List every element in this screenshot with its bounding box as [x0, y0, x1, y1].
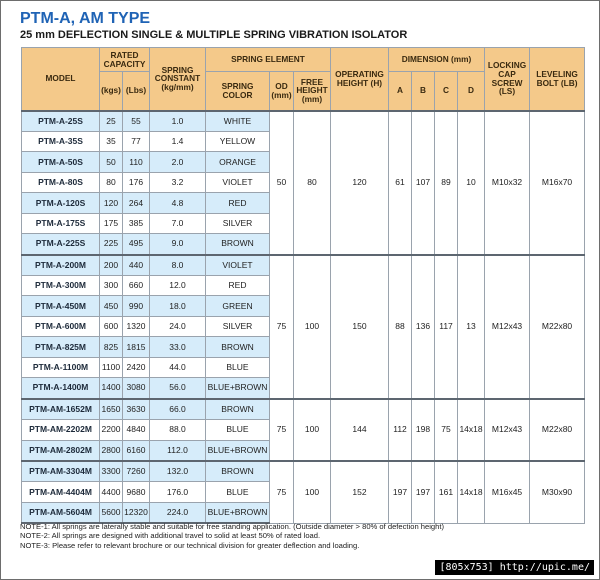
locking-cap-screw-cell: M16x45 [485, 461, 530, 523]
model-cell: PTM-A-450M [22, 296, 100, 316]
header-kgs: (kgs) [100, 72, 123, 111]
model-cell: PTM-A-25S [22, 111, 100, 132]
capacity-lbs-cell: 7260 [123, 461, 150, 482]
spring-constant-cell: 8.0 [150, 255, 206, 276]
spring-constant-cell: 56.0 [150, 378, 206, 399]
capacity-lbs-cell: 3080 [123, 378, 150, 399]
locking-cap-screw-cell: M12x43 [485, 255, 530, 399]
model-cell: PTM-A-80S [22, 172, 100, 192]
dim-b-cell: 198 [412, 399, 435, 461]
row-group [22, 111, 585, 255]
spring-color-cell: BLUE+BROWN [206, 440, 270, 461]
dim-b-cell: 136 [412, 255, 435, 399]
spring-color-cell: BLUE [206, 357, 270, 377]
model-cell: PTM-AM-2802M [22, 440, 100, 461]
note-1: NOTE-1: All springs are laterally stable and suitable for free standing application. (Outside diameter > 80% of defection height) [20, 522, 445, 531]
notes [20, 522, 580, 550]
spring-color-cell: VIOLET [206, 255, 270, 276]
operating-height-cell: 120 [331, 111, 389, 255]
header-free-height: FREE HEIGHT (mm) [294, 72, 331, 111]
leveling-bolt-cell: M30x90 [530, 461, 585, 523]
capacity-kgs-cell: 300 [100, 276, 123, 296]
spring-color-cell: WHITE [206, 111, 270, 132]
header-operating-height: OPERATING HEIGHT (H) [331, 48, 389, 111]
capacity-kgs-cell: 450 [100, 296, 123, 316]
watermark: [805x753] http://upic.me/ [435, 560, 594, 575]
capacity-lbs-cell: 1320 [123, 316, 150, 336]
capacity-kgs-cell: 5600 [100, 502, 123, 523]
spring-color-cell: VIOLET [206, 172, 270, 192]
dim-a-cell: 61 [389, 111, 412, 255]
model-cell: PTM-AM-2202M [22, 420, 100, 440]
spring-color-cell: GREEN [206, 296, 270, 316]
header-dimension: DIMENSION (mm) [389, 48, 485, 72]
spring-color-cell: BROWN [206, 337, 270, 357]
capacity-kgs-cell: 35 [100, 131, 123, 151]
header-od: OD (mm) [270, 72, 294, 111]
model-cell: PTM-A-1100M [22, 357, 100, 377]
header-dim-a: A [389, 72, 412, 111]
capacity-kgs-cell: 200 [100, 255, 123, 276]
header-rated-capacity: RATED CAPACITY [100, 48, 150, 72]
table-row [22, 111, 585, 132]
spring-constant-cell: 224.0 [150, 502, 206, 523]
spring-constant-cell: 12.0 [150, 276, 206, 296]
spring-constant-cell: 33.0 [150, 337, 206, 357]
spring-constant-cell: 7.0 [150, 213, 206, 233]
spring-constant-cell: 1.0 [150, 111, 206, 132]
note-2: NOTE-2: All springs are designed with additional travel to solid at least 50% of rated load. [20, 531, 321, 541]
capacity-lbs-cell: 440 [123, 255, 150, 276]
capacity-lbs-cell: 2420 [123, 357, 150, 377]
spring-constant-cell: 24.0 [150, 316, 206, 336]
spring-constant-cell: 176.0 [150, 482, 206, 502]
model-cell: PTM-AM-5604M [22, 502, 100, 523]
header-locking-cap-screw: LOCKING CAP SCREW (LS) [485, 48, 530, 111]
spring-constant-cell: 4.8 [150, 193, 206, 213]
model-cell: PTM-A-600M [22, 316, 100, 336]
capacity-lbs-cell: 12320 [123, 502, 150, 523]
spring-constant-cell: 3.2 [150, 172, 206, 192]
spring-constant-cell: 9.0 [150, 234, 206, 255]
model-cell: PTM-A-1400M [22, 378, 100, 399]
dim-c-cell: 89 [435, 111, 458, 255]
spring-color-cell: BLUE [206, 420, 270, 440]
capacity-lbs-cell: 110 [123, 152, 150, 172]
dim-c-cell: 161 [435, 461, 458, 523]
dim-d-cell: 14x18 [458, 461, 485, 523]
model-cell: PTM-AM-4404M [22, 482, 100, 502]
od-cell: 75 [270, 461, 294, 523]
dim-b-cell: 107 [412, 111, 435, 255]
capacity-kgs-cell: 2200 [100, 420, 123, 440]
free-height-cell: 100 [294, 399, 331, 461]
capacity-kgs-cell: 120 [100, 193, 123, 213]
dim-b-cell: 197 [412, 461, 435, 523]
capacity-lbs-cell: 3630 [123, 399, 150, 420]
free-height-cell: 100 [294, 255, 331, 399]
capacity-lbs-cell: 990 [123, 296, 150, 316]
header-lbs: (Lbs) [123, 72, 150, 111]
free-height-cell: 100 [294, 461, 331, 523]
spring-constant-cell: 112.0 [150, 440, 206, 461]
capacity-kgs-cell: 25 [100, 111, 123, 132]
capacity-kgs-cell: 80 [100, 172, 123, 192]
capacity-kgs-cell: 4400 [100, 482, 123, 502]
spring-color-cell: YELLOW [206, 131, 270, 151]
model-cell: PTM-AM-3304M [22, 461, 100, 482]
spring-color-cell: SILVER [206, 316, 270, 336]
od-cell: 75 [270, 399, 294, 461]
capacity-lbs-cell: 77 [123, 131, 150, 151]
model-cell: PTM-A-200M [22, 255, 100, 276]
table-row [22, 399, 585, 420]
dim-d-cell: 13 [458, 255, 485, 399]
spring-constant-cell: 2.0 [150, 152, 206, 172]
capacity-lbs-cell: 9680 [123, 482, 150, 502]
table-row [22, 255, 585, 276]
row-group [22, 399, 585, 461]
spring-color-cell: BLUE [206, 482, 270, 502]
note-3: NOTE-3: Please refer to relevant brochure or our technical division for greater deflection and loading. [20, 540, 360, 550]
header-spring-element: SPRING ELEMENT [206, 48, 331, 72]
spring-color-cell: SILVER [206, 213, 270, 233]
header-leveling-bolt: LEVELING BOLT (LB) [530, 48, 585, 111]
model-cell: PTM-A-35S [22, 131, 100, 151]
capacity-lbs-cell: 660 [123, 276, 150, 296]
capacity-kgs-cell: 175 [100, 213, 123, 233]
dim-a-cell: 112 [389, 399, 412, 461]
header-dim-b: B [412, 72, 435, 111]
operating-height-cell: 152 [331, 461, 389, 523]
capacity-lbs-cell: 55 [123, 111, 150, 132]
spring-color-cell: BLUE+BROWN [206, 502, 270, 523]
spring-color-cell: BROWN [206, 234, 270, 255]
free-height-cell: 80 [294, 111, 331, 255]
model-cell: PTM-AM-1652M [22, 399, 100, 420]
capacity-lbs-cell: 4840 [123, 420, 150, 440]
leveling-bolt-cell: M22x80 [530, 255, 585, 399]
capacity-kgs-cell: 225 [100, 234, 123, 255]
header-model: MODEL [22, 48, 100, 111]
model-cell: PTM-A-825M [22, 337, 100, 357]
dim-d-cell: 10 [458, 111, 485, 255]
header-dim-c: C [435, 72, 458, 111]
model-cell: PTM-A-175S [22, 213, 100, 233]
spring-color-cell: BROWN [206, 461, 270, 482]
leveling-bolt-cell: M22x80 [530, 399, 585, 461]
spring-constant-cell: 44.0 [150, 357, 206, 377]
capacity-lbs-cell: 385 [123, 213, 150, 233]
spring-constant-cell: 88.0 [150, 420, 206, 440]
page-title: PTM-A, AM TYPE [20, 10, 151, 27]
spec-table [21, 47, 585, 524]
spring-color-cell: RED [206, 193, 270, 213]
capacity-lbs-cell: 176 [123, 172, 150, 192]
dim-c-cell: 117 [435, 255, 458, 399]
table-row [22, 461, 585, 482]
capacity-kgs-cell: 825 [100, 337, 123, 357]
capacity-kgs-cell: 2800 [100, 440, 123, 461]
capacity-lbs-cell: 264 [123, 193, 150, 213]
spring-color-cell: BLUE+BROWN [206, 378, 270, 399]
row-group [22, 255, 585, 399]
spring-color-cell: ORANGE [206, 152, 270, 172]
spring-constant-cell: 18.0 [150, 296, 206, 316]
od-cell: 50 [270, 111, 294, 255]
header-dim-d: D [458, 72, 485, 111]
spring-constant-cell: 1.4 [150, 131, 206, 151]
dim-a-cell: 88 [389, 255, 412, 399]
leveling-bolt-cell: M16x70 [530, 111, 585, 255]
dim-d-cell: 14x18 [458, 399, 485, 461]
model-cell: PTM-A-225S [22, 234, 100, 255]
capacity-kgs-cell: 1400 [100, 378, 123, 399]
spring-constant-cell: 132.0 [150, 461, 206, 482]
model-cell: PTM-A-120S [22, 193, 100, 213]
spring-color-cell: RED [206, 276, 270, 296]
dim-a-cell: 197 [389, 461, 412, 523]
capacity-kgs-cell: 1650 [100, 399, 123, 420]
row-group [22, 461, 585, 523]
header-spring-constant: SPRING CONSTANT (kg/mm) [150, 48, 206, 111]
spring-constant-cell: 66.0 [150, 399, 206, 420]
capacity-lbs-cell: 495 [123, 234, 150, 255]
capacity-lbs-cell: 6160 [123, 440, 150, 461]
capacity-kgs-cell: 50 [100, 152, 123, 172]
capacity-kgs-cell: 1100 [100, 357, 123, 377]
capacity-kgs-cell: 600 [100, 316, 123, 336]
model-cell: PTM-A-50S [22, 152, 100, 172]
header-spring-color: SPRING COLOR [206, 72, 270, 111]
locking-cap-screw-cell: M10x32 [485, 111, 530, 255]
capacity-kgs-cell: 3300 [100, 461, 123, 482]
capacity-lbs-cell: 1815 [123, 337, 150, 357]
od-cell: 75 [270, 255, 294, 399]
page-subtitle: 25 mm DEFLECTION SINGLE & MULTIPLE SPRING VIBRATION ISOLATOR [20, 29, 408, 41]
dim-c-cell: 75 [435, 399, 458, 461]
operating-height-cell: 150 [331, 255, 389, 399]
model-cell: PTM-A-300M [22, 276, 100, 296]
spring-color-cell: BROWN [206, 399, 270, 420]
operating-height-cell: 144 [331, 399, 389, 461]
locking-cap-screw-cell: M12x43 [485, 399, 530, 461]
